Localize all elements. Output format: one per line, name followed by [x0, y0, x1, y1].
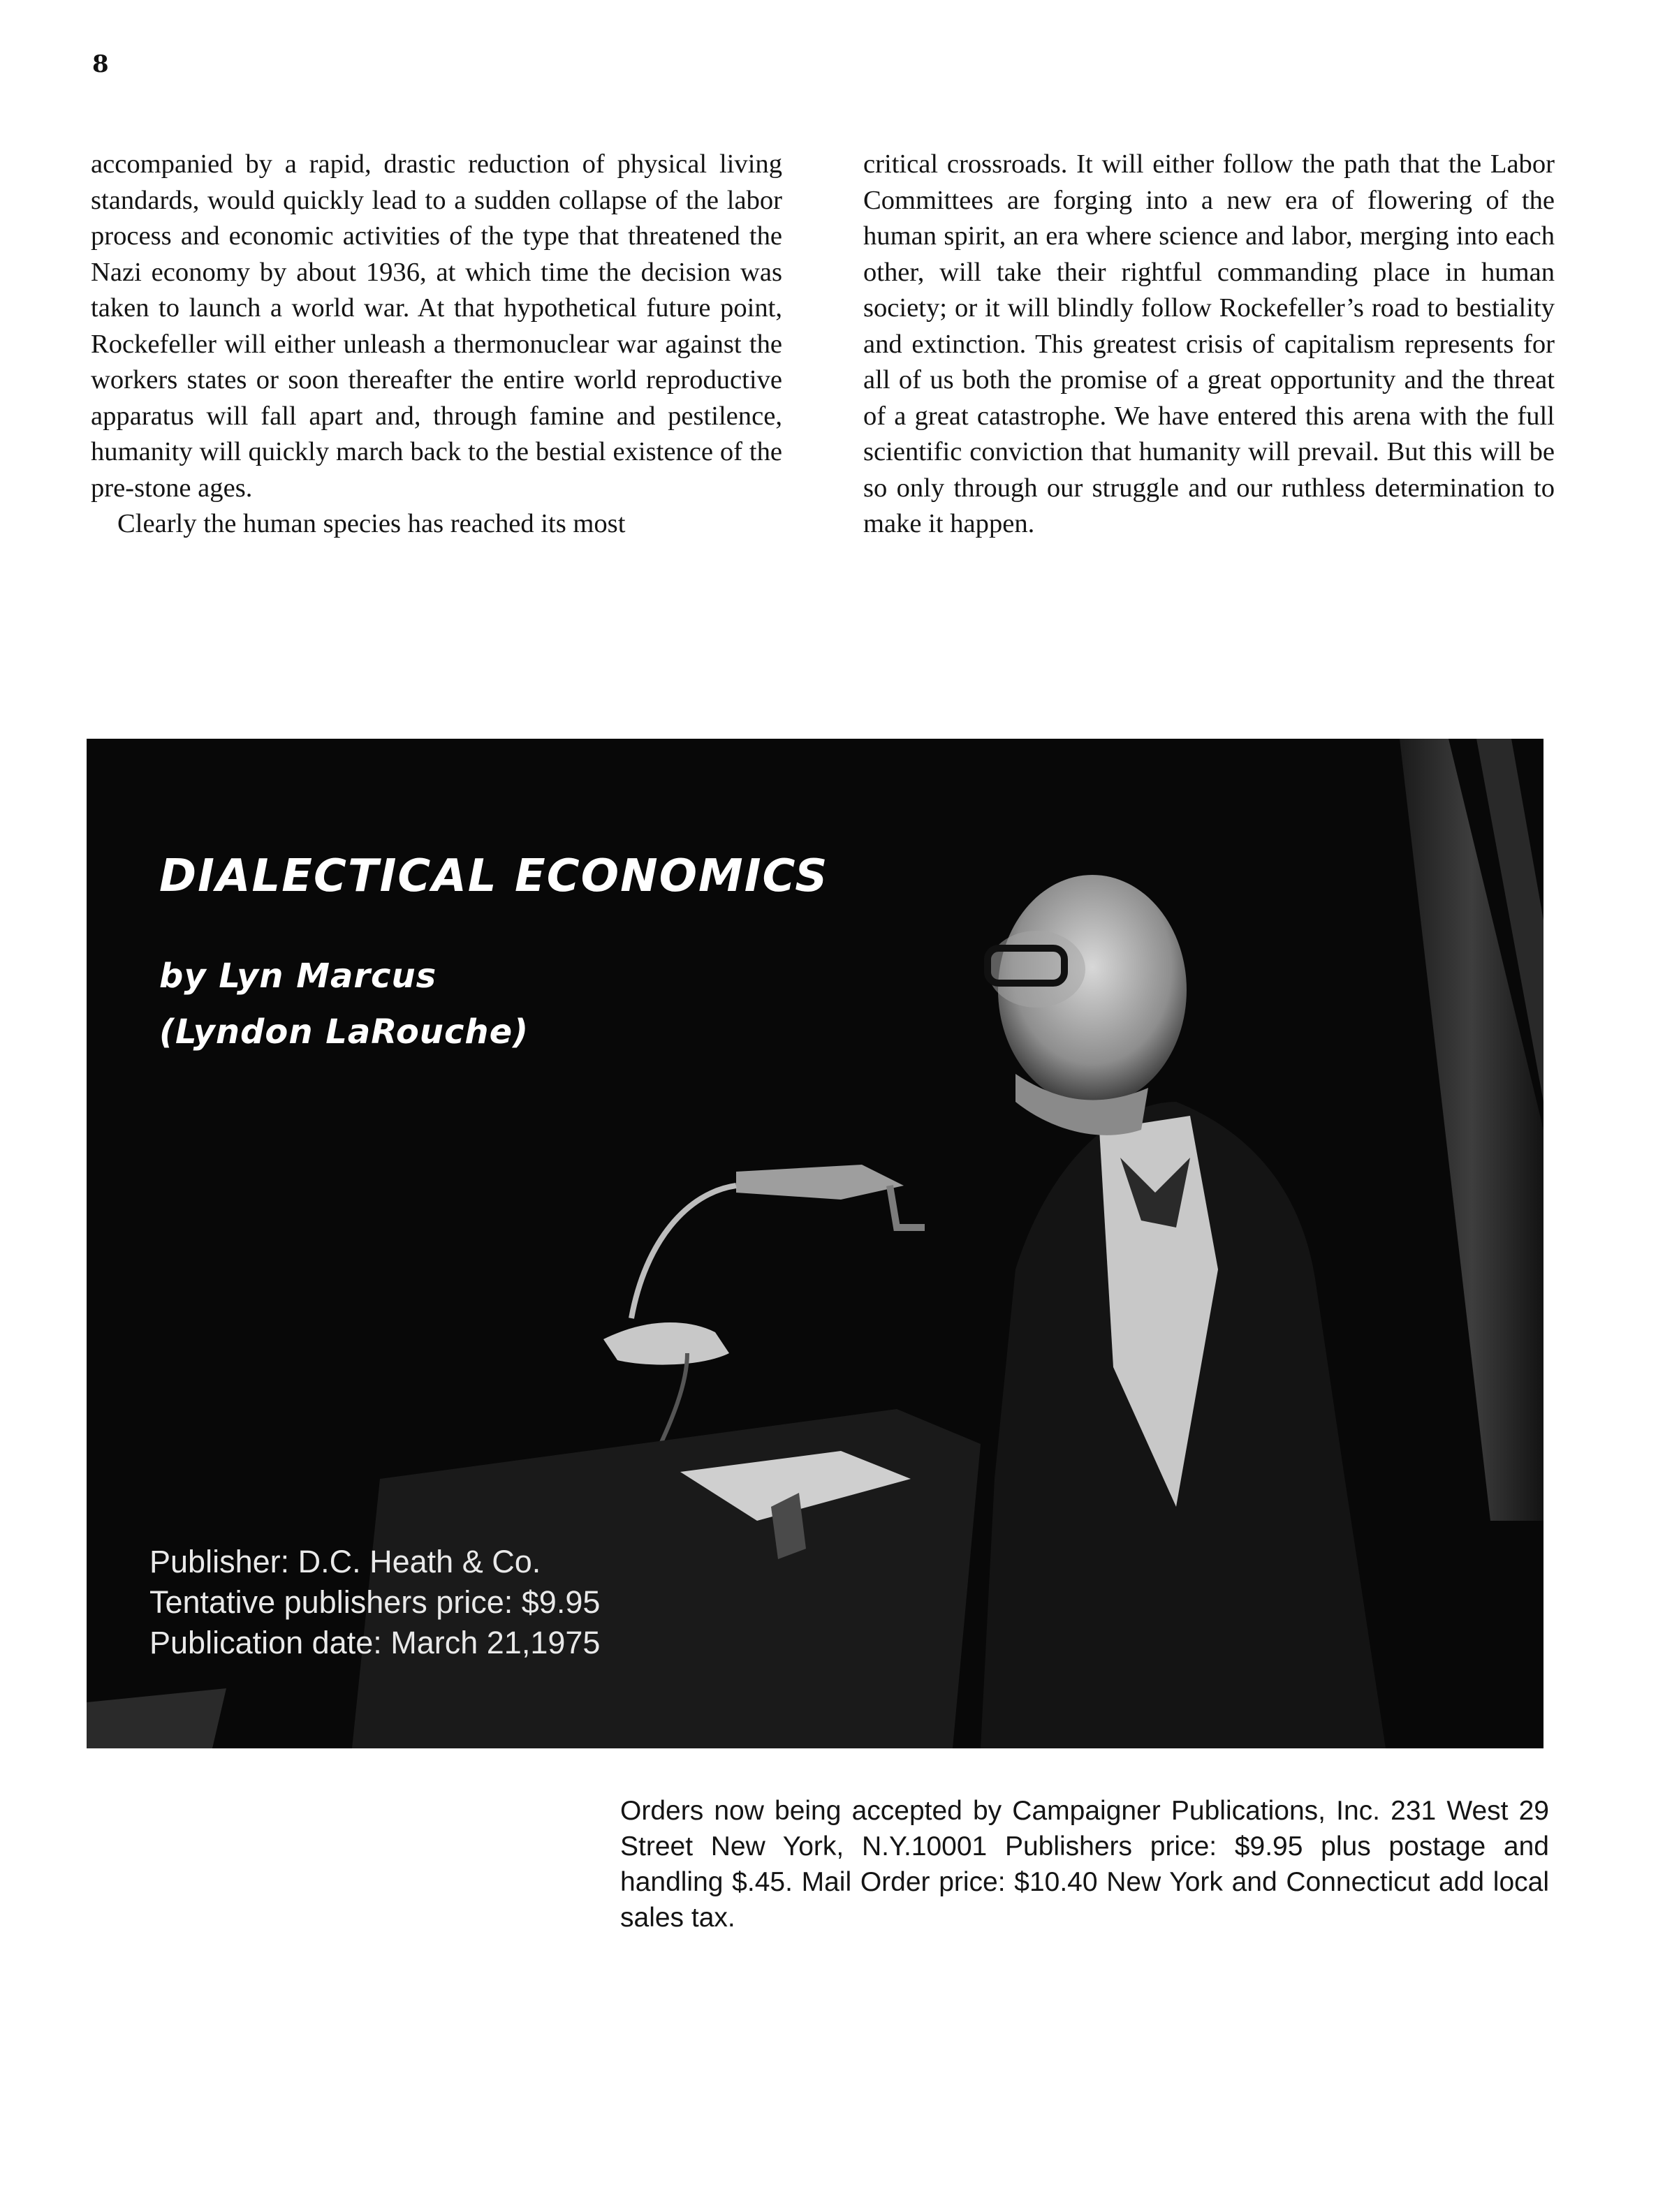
article-paragraph: critical crossroads. It will either follow the path that the Labor Committees are forging into a new era of flowering of the human spirit, an era where science and labor, merging into each other, will take their rightful commanding place in human society; or it will blindly follow Rockefeller’s road to bestiality and extinction. This greatest crisis of capitalism represents for all of us both the promise of a great opportunity and the threat of a great catastrophe. We have entered this arena with the full scientific conviction that humanity will prevail. But this will be so only through our struggle and our ruthless determination to make it happen.	[863, 149, 1555, 538]
order-text: Orders now being accepted by Campaigner Publications, Inc. 231 West 29 Street New York, N.Y.10001 Publishers price: $9.95 plus postage and handling $.45. Mail Order price: $10.40 New York and Connecticut add local sales tax.	[620, 1796, 1549, 1933]
article-paragraph: Clearly the human species has reached its most	[117, 509, 626, 538]
author-alias: (Lyndon LaRouche)	[159, 1012, 529, 1052]
author-name: by Lyn Marcus	[159, 957, 437, 996]
article-column-right	[863, 147, 1555, 543]
article-paragraph: accompanied by a rapid, drastic reduction of physical living standards, would quickly lead to a sudden collapse of the labor process and economic activities of the type that threatened the Nazi economy by about 1936, at which time the decision was taken to launch a world war. At that hypothetical future point, Rockefeller will either unleash a thermonuclear war against the workers states or soon thereafter the entire world reproductive apparatus will fall apart and, through famine and pestilence, humanity will quickly march back to the bestial existence of the pre-stone ages.	[91, 149, 782, 503]
publication-date-line: Publication date: March 21,1975	[149, 1625, 601, 1660]
book-advertisement	[87, 739, 1543, 1748]
publisher-line: Publisher: D.C. Heath & Co.	[149, 1544, 541, 1579]
order-information	[620, 1793, 1549, 1936]
book-byline	[159, 948, 529, 1060]
price-line: Tentative publishers price: $9.95	[149, 1584, 601, 1620]
book-details	[149, 1542, 600, 1663]
article-column-left	[91, 147, 782, 543]
page-number: 8	[92, 50, 109, 78]
book-title: DIALECTICAL ECONOMICS	[159, 850, 829, 902]
